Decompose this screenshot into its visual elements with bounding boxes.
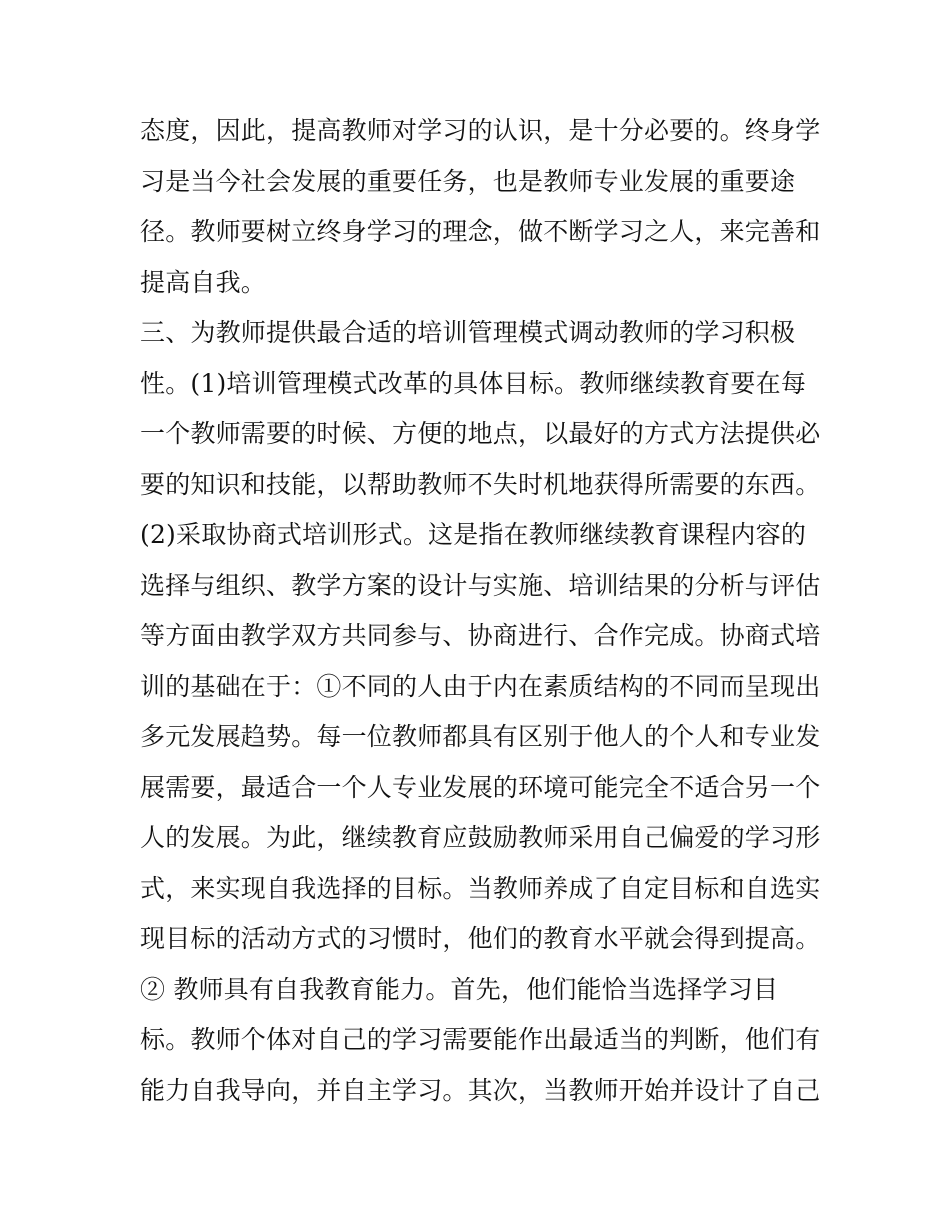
section-heading-line: 三、为教师提供最合适的培训管理模式调动教师的学习积极 (140, 318, 796, 347)
text-line: ② 教师具有自我教育能力。首先，他们能恰当选择学习目 (140, 974, 779, 1004)
text-line: 径。教师要树立终身学习的理念，做不断学习之人，来完善和 (140, 217, 821, 246)
text-line: 提高自我。 (140, 267, 267, 297)
text-line: 展需要，最适合一个人专业发展的环境可能完全不适合另一个 (140, 772, 821, 802)
text-line: 训的基础在于：①不同的人由于内在素质结构的不同而呈现出 (140, 671, 821, 701)
text-line: 等方面由教学双方共同参与、协商进行、合作完成。协商式培 (140, 621, 821, 650)
text-line: 要的知识和技能，以帮助教师不失时机地获得所需要的东西。 (140, 469, 821, 499)
text-line: 习是当今社会发展的重要任务，也是教师专业发展的重要途 (140, 166, 796, 196)
body-text (140, 106, 820, 1116)
text-line: 性。(1)培训管理模式改革的具体目标。教师继续教育要在每 (140, 368, 807, 398)
text-line: 态度，因此，提高教师对学习的认识，是十分必要的。终身学 (140, 116, 821, 145)
text-line: 现目标的活动方式的习惯时，他们的教育水平就会得到提高。 (140, 924, 821, 953)
text-line: 能力自我导向，并自主学习。其次，当教师开始并设计了自己 (140, 1075, 821, 1105)
text-line: 人的发展。为此，继续教育应鼓励教师采用自己偏爱的学习形 (140, 823, 821, 852)
text-line: 标。教师个体对自己的学习需要能作出最适当的判断，他们有 (140, 1025, 821, 1054)
text-line: 式，来实现自我选择的目标。当教师养成了自定目标和自选实 (140, 873, 821, 903)
text-line: 选择与组织、教学方案的设计与实施、培训结果的分析与评估 (140, 570, 821, 600)
text-line: 一个教师需要的时候、方便的地点，以最好的方式方法提供必 (140, 419, 821, 448)
text-line: (2)采取协商式培训形式。这是指在教师继续教育课程内容的 (140, 520, 807, 549)
text-line: 多元发展趋势。每一位教师都具有区别于他人的个人和专业发 (140, 722, 821, 751)
